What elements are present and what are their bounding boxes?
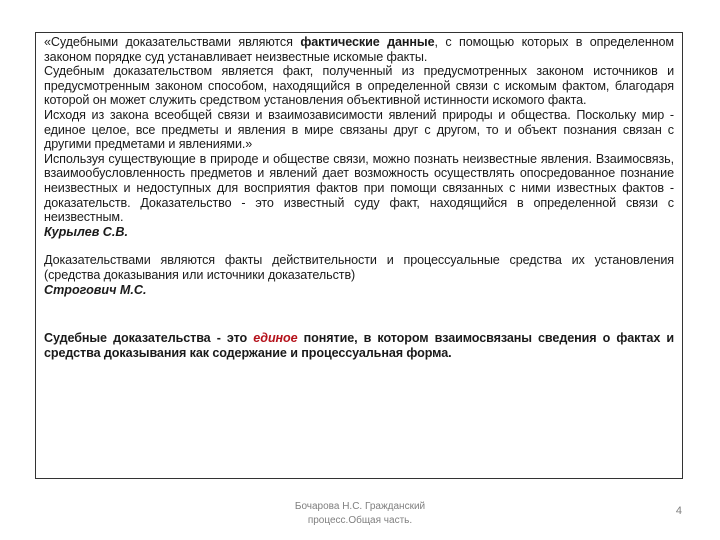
spacer [44, 239, 674, 253]
quote-paragraph-1 [44, 35, 674, 64]
footer-line-2: процесс.Общая часть. [307, 515, 413, 526]
footer-line-1: Бочарова Н.С. Гражданский [294, 501, 426, 512]
footer-caption [280, 500, 440, 528]
quote-paragraph-3: Исходя из закона всеобщей связи и взаимозависимости явлений природы и общества. Поскольку мир - единое целое, все предметы и явления в мире связаны друг с другом, то и объект познания связан с другими предметами и явлениями.» [44, 107, 674, 152]
quote-1-text-end: , с помощью которых в определенном законом порядке суд устанавливает неизвестные искомые факты. [44, 35, 674, 64]
factual-data-term: фактические данные [300, 35, 435, 49]
definition-paragraph [44, 331, 674, 361]
definition-highlight-word: единое [253, 331, 298, 346]
spacer [44, 297, 674, 331]
quote-paragraph-2: Судебным доказательством является факт, полученный из предусмотренных законом источников и предусмотренным законом способом, находящийся в определенной связи с искомым фактом, благодаря которой он может служить средством установления объективной истинности искомого факта. [44, 64, 674, 108]
slide-content-box [35, 32, 683, 479]
definition-end: понятие, в котором взаимосвязаны сведения о фактах и средства доказывания как содержание и процессуальная форма. [44, 331, 674, 361]
quote-1-text-start: «Судебными доказательствами являются [44, 35, 301, 49]
author-strogovich: Строгович М.С. [44, 282, 147, 297]
quote-paragraph-4: Используя существующие в природе и обществе связи, можно познать неизвестные явления. Взаимосвязь, взаимообусловленность предметов и явлений дает возможность осуществлять опосредованное познание неизвестных и недоступных для восприятия фактов при помощи связанных с ними известных фактов - доказательств. Доказательство - это известный суду факт, находящийся в определенной связи с неизвестным. [44, 151, 674, 225]
author-kurylev: Курылев С.В. [44, 224, 128, 239]
definition-start: Судебные доказательства - это [44, 331, 254, 346]
quote-strogovich-text: Доказательствами являются факты действительности и процессуальные средства их установления (средства доказывания или источники доказательств) [44, 253, 674, 282]
page-number: 4 [675, 505, 682, 517]
